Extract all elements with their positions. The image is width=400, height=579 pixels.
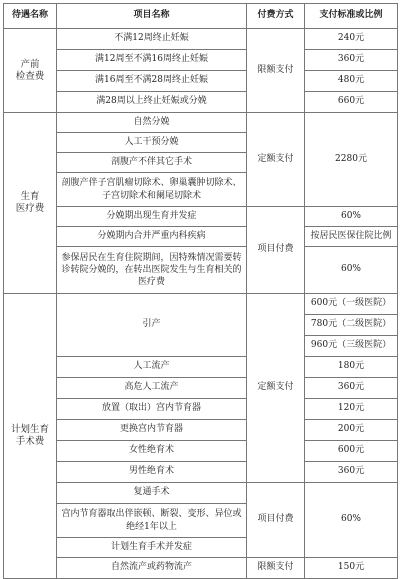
item-cell: 剖腹产伴子宫肌瘤切除术、卵巢囊肿切除术、子宫切除术和阑尾切除术 (57, 173, 247, 207)
header-category: 待遇名称 (4, 4, 57, 29)
table-row (4, 558, 398, 579)
standard-cell: 2280元 (305, 113, 398, 207)
item-cell: 满28周以上终止妊娠或分娩 (57, 92, 247, 113)
item-cell: 宫内节育器取出伴嵌顿、断裂、变形、异位或绝经1年以上 (57, 504, 247, 538)
item-cell: 更换宫内节育器 (57, 420, 247, 441)
standard-cell: 480元 (305, 71, 398, 92)
item-cell: 参保居民在生育住院期间，因特殊情况需要转诊转院分娩的，在转出医院发生与生育相关的医疗费 (57, 247, 247, 294)
header-standard: 支付标准或比例 (305, 4, 398, 29)
item-cell: 人工干预分娩 (57, 133, 247, 153)
table-row (4, 227, 398, 247)
standard-cell: 360元 (305, 50, 398, 71)
item-cell: 人工流产 (57, 357, 247, 378)
method-cell: 定额支付 (247, 113, 305, 207)
header-method: 付费方式 (247, 4, 305, 29)
standard-cell: 360元 (305, 378, 398, 399)
standard-cell: 960元（三级医院） (305, 336, 398, 357)
standard-cell: 120元 (305, 399, 398, 420)
item-cell: 满12周至不满16周终止妊娠 (57, 50, 247, 71)
standard-cell: 600元（一级医院） (305, 294, 398, 315)
method-cell: 限额支付 (247, 29, 305, 113)
category-prenatal: 产前 检查费 (4, 29, 57, 113)
table-row (4, 441, 398, 462)
table-row (4, 357, 398, 378)
category-family-planning: 计划生育 手术费 (4, 294, 57, 579)
item-cell: 男性绝育术 (57, 462, 247, 483)
item-cell: 分娩期出现生育并发症 (57, 207, 247, 227)
item-cell: 高危人工流产 (57, 378, 247, 399)
item-cell: 剖腹产不伴其它手术 (57, 153, 247, 173)
item-cell: 复通手术 (57, 483, 247, 504)
table-row (4, 29, 398, 50)
table-row (4, 399, 398, 420)
standard-cell: 180元 (305, 357, 398, 378)
item-cell: 引产 (57, 294, 247, 357)
standard-cell: 660元 (305, 92, 398, 113)
table-row (4, 113, 398, 133)
standard-cell: 780元（二级医院） (305, 315, 398, 336)
table-row (4, 71, 398, 92)
item-cell: 计划生育手术并发症 (57, 538, 247, 558)
category-childbirth: 生育 医疗费 (4, 113, 57, 294)
item-cell: 女性绝育术 (57, 441, 247, 462)
standard-cell: 240元 (305, 29, 398, 50)
benefits-table (3, 3, 398, 579)
table-header-row (4, 4, 398, 29)
table-row (4, 483, 398, 504)
method-cell: 限额支付 (247, 558, 305, 579)
standard-cell: 60% (305, 483, 398, 558)
item-cell: 不满12周终止妊娠 (57, 29, 247, 50)
item-cell: 自然流产或药物流产 (57, 558, 247, 579)
item-cell: 放置（取出）宫内节育器 (57, 399, 247, 420)
standard-cell: 150元 (305, 558, 398, 579)
method-cell: 项目付费 (247, 207, 305, 294)
method-cell: 项目付费 (247, 483, 305, 558)
standard-cell: 200元 (305, 420, 398, 441)
table-row (4, 378, 398, 399)
table-row (4, 462, 398, 483)
method-cell: 定额支付 (247, 294, 305, 483)
standard-cell: 60% (305, 247, 398, 294)
item-cell: 分娩期内合并严重内科疾病 (57, 227, 247, 247)
table-row (4, 420, 398, 441)
standard-cell: 按居民医保住院比例 (305, 227, 398, 247)
table-row (4, 92, 398, 113)
item-cell: 自然分娩 (57, 113, 247, 133)
table-row (4, 50, 398, 71)
table-row (4, 247, 398, 294)
header-item: 项目名称 (57, 4, 247, 29)
standard-cell: 360元 (305, 462, 398, 483)
standard-cell: 600元 (305, 441, 398, 462)
item-cell: 满16周至不满28周终止妊娠 (57, 71, 247, 92)
standard-cell: 60% (305, 207, 398, 227)
table-row (4, 294, 398, 315)
table-row (4, 207, 398, 227)
